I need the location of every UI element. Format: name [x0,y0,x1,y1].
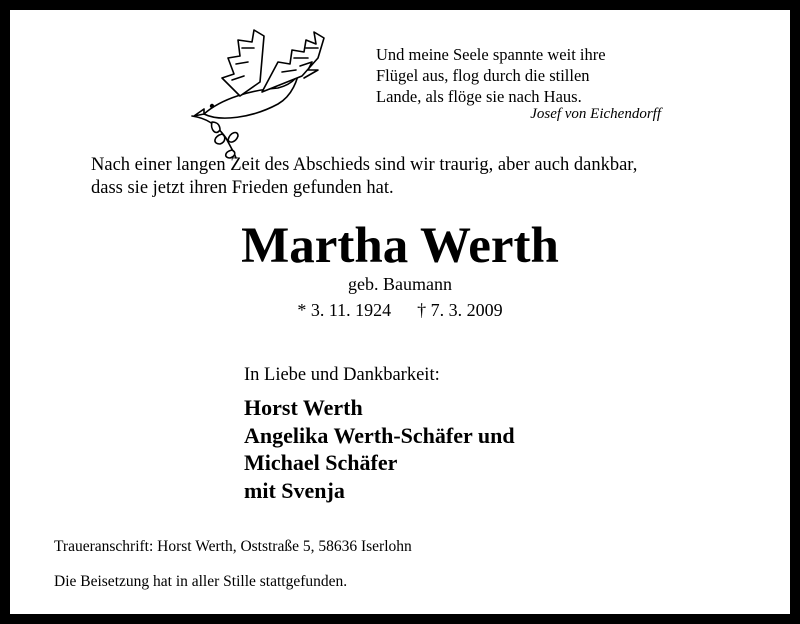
poem [376,44,676,107]
poem-author: Josef von Eichendorff [530,106,661,122]
mourning-address: Traueranschrift: Horst Werth, Oststraße 5, 58636 Iserlohn [54,538,412,555]
birth-date: * 3. 11. 1924 [297,300,392,320]
obituary-card [10,10,790,614]
intro-text [91,154,771,200]
mourner-name: mit Svenja [244,477,345,503]
mourners-list [244,394,515,504]
death-date: † 7. 3. 2009 [417,300,503,320]
mourner-name: Horst Werth [244,395,363,420]
intro-line: dass sie jetzt ihren Frieden gefunden hat. [91,178,394,198]
mourners-intro: In Liebe und Dankbarkeit: [244,365,440,385]
mourner-name: Michael Schäfer [244,450,398,475]
burial-note: Die Beisetzung hat in aller Stille stattgefunden. [54,573,348,590]
mourner-name: Angelika Werth-Schäfer und [244,422,515,448]
intro-line: Nach einer langen Zeit des Abschieds sind wir traurig, aber auch dankbar, [91,155,638,175]
deceased-name: Martha Werth [241,218,559,274]
poem-line: Flügel aus, flog durch die stillen [376,66,590,85]
dove-with-olive-branch-icon [182,18,332,160]
life-dates [10,300,790,321]
poem-line: Lande, als flöge sie nach Haus. [376,87,582,106]
poem-line: Und meine Seele spannte weit ihre [376,45,606,64]
maiden-name: geb. Baumann [348,274,452,294]
